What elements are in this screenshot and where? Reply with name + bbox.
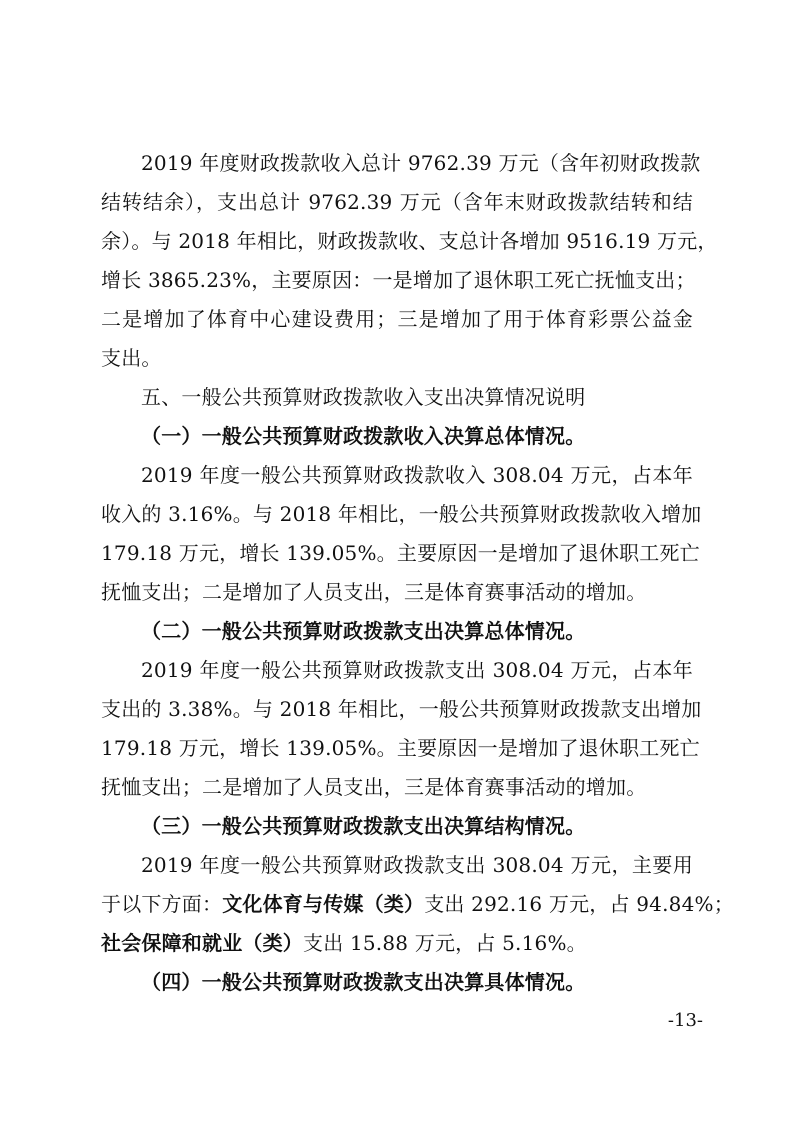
sub3-line-2-rest: 支出 292.16 万元，占 94.84%； (424, 892, 734, 916)
para1-line-6: 支出。 (101, 346, 162, 370)
para1-line-4: 增长 3865.23%，主要原因：一是增加了退休职工死亡抚恤支出； (101, 268, 696, 292)
sub3-line-3 (101, 930, 693, 956)
sub2-line-4: 抚恤支出；二是增加了人员支出，三是体育赛事活动的增加。 (101, 775, 647, 799)
section-heading-5: 五、一般公共预算财政拨款收入支出决算情况说明 (141, 385, 586, 409)
subsection-heading-3: （三）一般公共预算财政拨款支出决算结构情况。 (141, 814, 586, 838)
para1-line-2: 结转结余），支出总计 9762.39 万元（含年末财政拨款结转和结 (101, 190, 693, 214)
sub2-line-3: 179.18 万元，增长 139.05%。主要原因一是增加了退休职工死亡 (101, 736, 700, 760)
category-social-security: 社会保障和就业（类） (101, 931, 303, 955)
sub1-line-1: 2019 年度一般公共预算财政拨款收入 308.04 万元，占本年 (141, 463, 693, 487)
subsection-heading-4: （四）一般公共预算财政拨款支出决算具体情况。 (141, 970, 586, 994)
sub1-line-2: 收入的 3.16%。与 2018 年相比，一般公共预算财政拨款收入增加 (101, 502, 702, 526)
sub3-line-3-rest: 支出 15.88 万元，占 5.16%。 (303, 931, 587, 955)
category-culture-sports-media: 文化体育与传媒（类） (222, 892, 425, 916)
sub3-line-2-prefix: 于以下方面： (101, 892, 223, 916)
sub1-line-4: 抚恤支出；二是增加了人员支出，三是体育赛事活动的增加。 (101, 580, 647, 604)
sub2-line-2: 支出的 3.38%。与 2018 年相比，一般公共预算财政拨款支出增加 (101, 697, 702, 721)
sub1-line-3: 179.18 万元，增长 139.05%。主要原因一是增加了退休职工死亡 (101, 541, 700, 565)
page-number: -13- (667, 1010, 703, 1031)
subsection-heading-1: （一）一般公共预算财政拨款收入决算总体情况。 (141, 424, 586, 448)
sub3-line-1: 2019 年度一般公共预算财政拨款支出 308.04 万元，主要用 (141, 853, 693, 877)
para1-line-5: 二是增加了体育中心建设费用；三是增加了用于体育彩票公益金 (101, 307, 693, 331)
sub3-line-2 (101, 891, 734, 917)
para1-line-1: 2019 年度财政拨款收入总计 9762.39 万元（含年初财政拨款 (141, 151, 701, 175)
sub2-line-1: 2019 年度一般公共预算财政拨款支出 308.04 万元，占本年 (141, 658, 693, 682)
subsection-heading-2: （二）一般公共预算财政拨款支出决算总体情况。 (141, 619, 586, 643)
para1-line-3: 余）。与 2018 年相比，财政拨款收、支总计各增加 9516.19 万元， (101, 229, 718, 253)
